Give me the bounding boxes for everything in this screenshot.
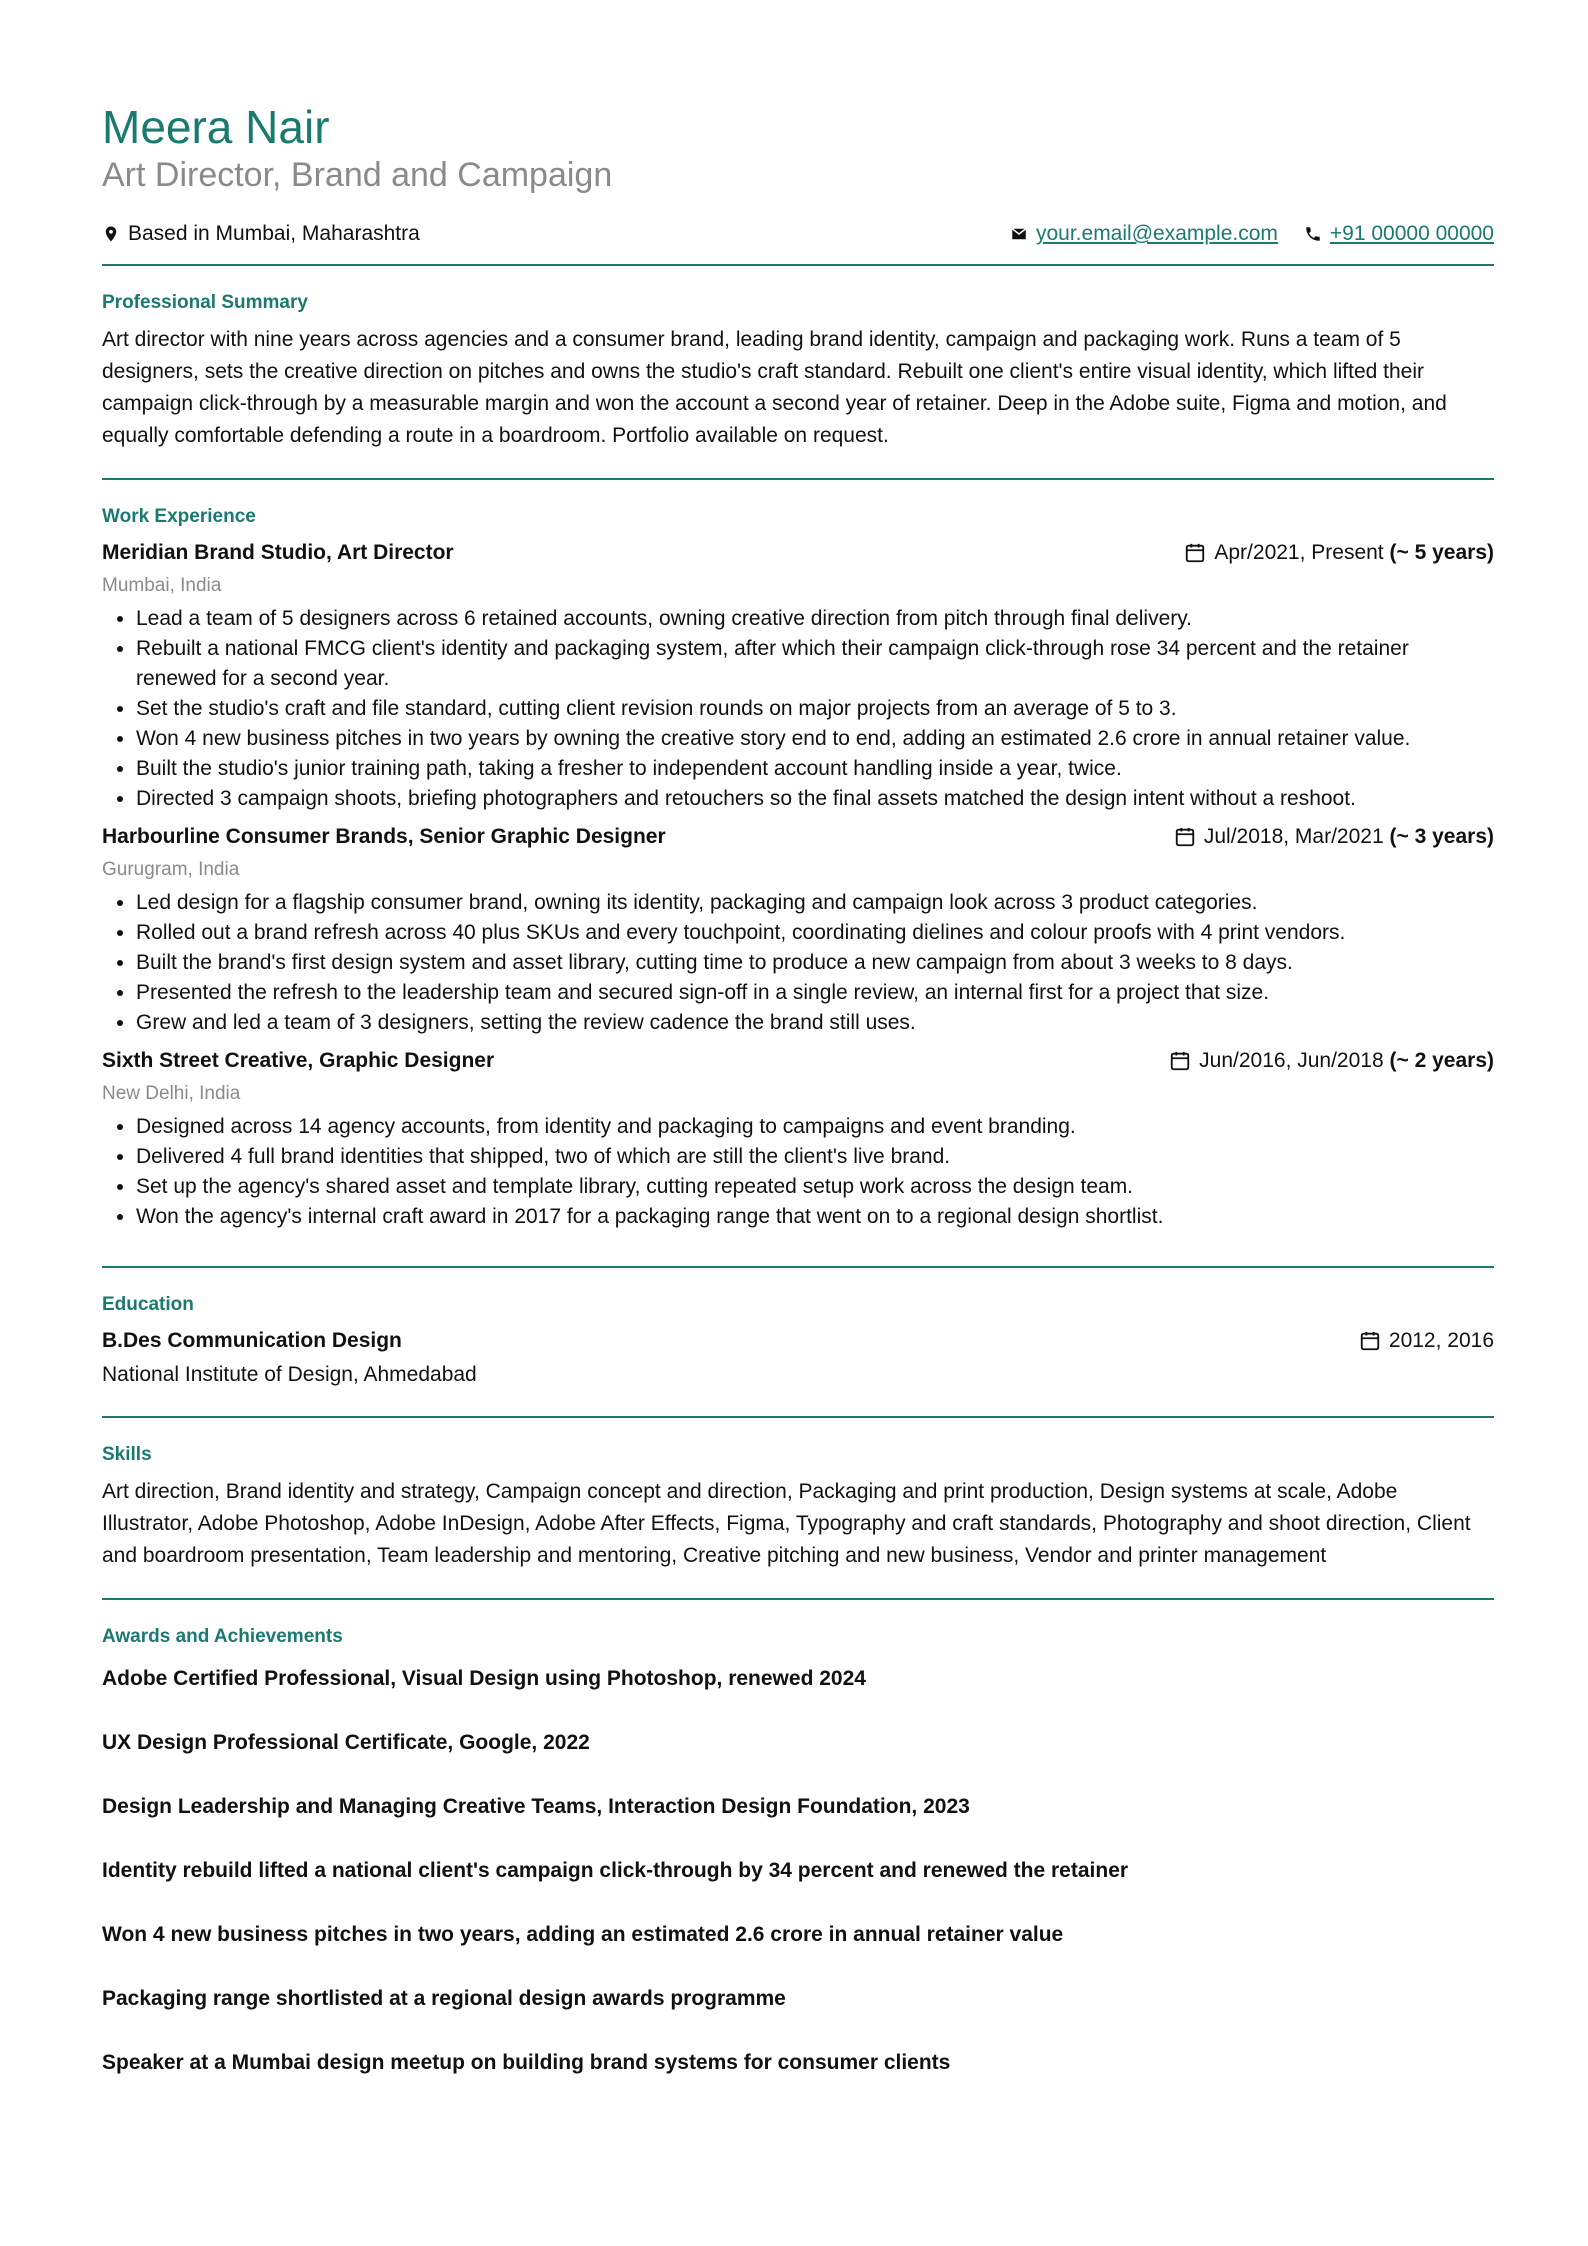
job-dates xyxy=(1169,1046,1494,1076)
list-item: • Built the brand's first design system and asset library, cutting time to produce a new campaign from about 3 weeks to 8 days. xyxy=(136,948,1494,978)
list-item: • Rebuilt a national FMCG client's identity and packaging system, after which their campaign click-through rose 34 percent and the retainer renewed for a second year. xyxy=(136,634,1494,694)
list-item: • Lead a team of 5 designers across 6 retained accounts, owning creative direction from pitch through final delivery. xyxy=(136,604,1494,634)
job-date-range: Apr/2021, Present xyxy=(1214,541,1384,564)
job-location: New Delhi, India xyxy=(102,1083,241,1104)
job-date-range: Jun/2016, Jun/2018 xyxy=(1199,1049,1384,1072)
location-item xyxy=(102,220,420,248)
award-item: Adobe Certified Professional, Visual Design using Photoshop, renewed 2024 xyxy=(102,1667,866,1690)
job-title: Harbourline Consumer Brands, Senior Graphic Designer xyxy=(102,825,666,848)
education-degree: B.Des Communication Design xyxy=(102,1329,402,1352)
summary-section xyxy=(102,266,1494,480)
award-item: Won 4 new business pitches in two years, adding an estimated 2.6 crore in annual retainer value xyxy=(102,1923,1064,1946)
summary-heading: Professional Summary xyxy=(102,292,308,313)
list-item: • Led design for a flagship consumer brand, owning its identity, packaging and campaign look across 3 product categories. xyxy=(136,888,1494,918)
experience-section xyxy=(102,480,1494,1268)
job-role: Graphic Designer xyxy=(319,1049,495,1072)
calendar-icon xyxy=(1174,826,1196,848)
phone-icon xyxy=(1304,225,1322,243)
experience-heading: Work Experience xyxy=(102,506,256,527)
list-item: • Set up the agency's shared asset and template library, cutting repeated setup work across the design team. xyxy=(136,1172,1494,1202)
calendar-icon xyxy=(1169,1050,1191,1072)
location-text: Based in Mumbai, Maharashtra xyxy=(128,222,420,245)
job-date-range: Jul/2018, Mar/2021 xyxy=(1203,825,1384,848)
resume-page xyxy=(102,100,1494,2104)
job-company: Sixth Street Creative xyxy=(102,1049,308,1072)
education-header xyxy=(102,1326,1494,1356)
job-entry xyxy=(102,822,1494,1038)
list-item: • Won the agency's internal craft award in 2017 for a packaging range that went on to a regional design shortlist. xyxy=(136,1202,1494,1232)
list-item: • Designed across 14 agency accounts, from identity and packaging to campaigns and event branding. xyxy=(136,1112,1494,1142)
calendar-icon xyxy=(1359,1330,1381,1352)
calendar-icon xyxy=(1184,542,1206,564)
education-section xyxy=(102,1268,1494,1418)
job-bullets xyxy=(102,888,1494,1038)
list-item: • Presented the refresh to the leadership team and secured sign-off in a single review, an internal first for a project that size. xyxy=(136,978,1494,1008)
contact-bar xyxy=(102,220,1494,266)
education-date-range: 2012, 2016 xyxy=(1388,1329,1494,1352)
email-link[interactable]: your.email@example.com xyxy=(1035,222,1278,245)
education-dates xyxy=(1359,1326,1494,1356)
job-header xyxy=(102,1046,1494,1076)
education-institution: National Institute of Design, Ahmedabad xyxy=(102,1363,477,1386)
award-item: Identity rebuild lifted a national client's campaign click-through by 34 percent and renewed the retainer xyxy=(102,1859,1129,1882)
list-item: • Won 4 new business pitches in two years by owning the creative story end to end, adding an estimated 2.6 crore in annual retainer value. xyxy=(136,724,1494,754)
job-duration: (~ 2 years) xyxy=(1389,1049,1494,1072)
awards-heading: Awards and Achievements xyxy=(102,1626,343,1647)
job-role: Art Director xyxy=(336,541,454,564)
education-heading: Education xyxy=(102,1294,194,1315)
awards-section xyxy=(102,1600,1494,2104)
job-bullets xyxy=(102,604,1494,814)
list-item: • Directed 3 campaign shoots, briefing photographers and retouchers so the final assets matched the design intent without a reshoot. xyxy=(136,784,1494,814)
job-location: Mumbai, India xyxy=(102,575,222,596)
contact-links xyxy=(984,220,1494,248)
job-header xyxy=(102,538,1494,568)
envelope-icon xyxy=(1010,225,1028,243)
job-bullets xyxy=(102,1112,1494,1232)
job-company: Meridian Brand Studio xyxy=(102,541,327,564)
list-item: • Grew and led a team of 3 designers, setting the review cadence the brand still uses. xyxy=(136,1008,1494,1038)
skills-heading: Skills xyxy=(102,1444,152,1465)
skills-text: Art direction, Brand identity and strategy, Campaign concept and direction, Packaging and print production, Design systems at scale, Adobe Illustrator, Adobe Photoshop, Adobe InDesign, Adobe After Effects, Figma, Typography and craft standards, Photography and shoot direction, Client and boardroom presentation, Team leadership and mentoring, Creative pitching and new business, Vendor and printer management xyxy=(102,1480,1471,1567)
list-item: • Built the studio's junior training path, taking a fresher to independent account handling inside a year, twice. xyxy=(136,754,1494,784)
list-item: • Delivered 4 full brand identities that shipped, two of which are still the client's live brand. xyxy=(136,1142,1494,1172)
job-company: Harbourline Consumer Brands xyxy=(102,825,408,848)
job-role: Senior Graphic Designer xyxy=(419,825,666,848)
skills-section xyxy=(102,1418,1494,1600)
job-entry xyxy=(102,538,1494,814)
job-entry xyxy=(102,1046,1494,1232)
job-title: Sixth Street Creative, Graphic Designer xyxy=(102,1049,495,1072)
award-item: UX Design Professional Certificate, Google, 2022 xyxy=(102,1731,590,1754)
award-item: Design Leadership and Managing Creative Teams, Interaction Design Foundation, 2023 xyxy=(102,1795,970,1818)
job-location: Gurugram, India xyxy=(102,859,240,880)
award-item: Speaker at a Mumbai design meetup on building brand systems for consumer clients xyxy=(102,2051,951,2074)
summary-text: Art director with nine years across agencies and a consumer brand, leading brand identity, campaign and packaging work. Runs a team of 5 designers, sets the creative direction on pitches and owns the studio's craft standard. Rebuilt one client's entire visual identity, which lifted their campaign click-through by a measurable margin and won the account a second year of retainer. Deep in the Adobe suite, Figma and motion, and equally comfortable defending a route in a boardroom. Portfolio available on request. xyxy=(102,328,1447,447)
candidate-name: Meera Nair xyxy=(102,101,330,153)
phone-link[interactable]: +91 00000 00000 xyxy=(1329,222,1494,245)
job-duration: (~ 3 years) xyxy=(1389,825,1494,848)
candidate-title: Art Director, Brand and Campaign xyxy=(102,156,613,194)
job-dates xyxy=(1174,822,1494,852)
job-dates xyxy=(1184,538,1494,568)
list-item: • Rolled out a brand refresh across 40 plus SKUs and every touchpoint, coordinating dielines and colour proofs with 4 print vendors. xyxy=(136,918,1494,948)
award-item: Packaging range shortlisted at a regional design awards programme xyxy=(102,1987,786,2010)
list-item: • Set the studio's craft and file standard, cutting client revision rounds on major projects from an average of 5 to 3. xyxy=(136,694,1494,724)
map-pin-icon xyxy=(102,225,120,243)
job-duration: (~ 5 years) xyxy=(1389,541,1494,564)
phone-item xyxy=(1304,220,1494,248)
email-item xyxy=(1010,220,1278,248)
job-header xyxy=(102,822,1494,852)
job-title: Meridian Brand Studio, Art Director xyxy=(102,541,454,564)
